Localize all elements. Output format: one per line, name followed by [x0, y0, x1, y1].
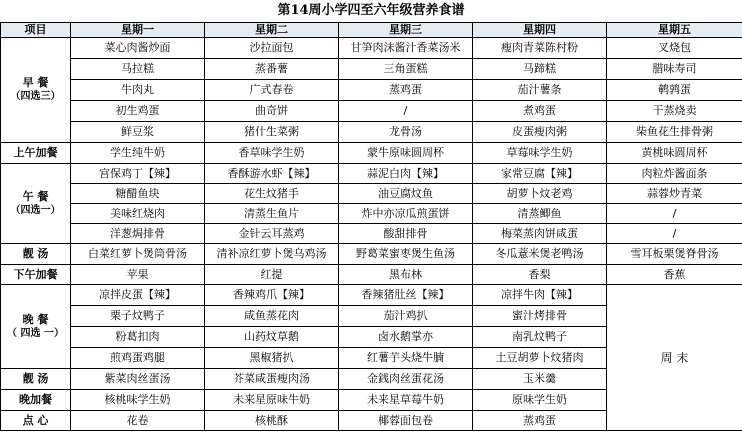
menu-cell: 香草味学生奶 — [205, 143, 339, 164]
menu-cell: 香酥游水虾【辣】 — [205, 164, 339, 184]
breakfast-label-text: 早 餐 — [22, 76, 49, 89]
menu-cell: 皮蛋瘦肉粥 — [473, 122, 607, 143]
menu-cell: 梅菜蒸肉饼咸蛋 — [473, 224, 607, 244]
afternoon-snack-row — [1, 265, 742, 285]
header-tuesday: 星期二 — [205, 23, 339, 38]
dinner-soup-label: 靓 汤 — [1, 369, 71, 390]
menu-cell: 金针云耳蒸鸡 — [205, 224, 339, 244]
menu-cell: 香蕉 — [607, 265, 742, 285]
menu-cell: 清补凉红萝卜煲乌鸡汤 — [205, 244, 339, 265]
menu-cell: 椰蓉面包卷 — [339, 411, 473, 431]
dinner-sub: （ 四选 一） — [7, 327, 64, 339]
menu-cell: 沙拉面包 — [205, 38, 339, 59]
menu-cell: 黑椒猪扒 — [205, 348, 339, 369]
header-item: 项目 — [1, 23, 71, 38]
breakfast-sub: （四选三） — [10, 91, 61, 102]
menu-cell: 肉粒炸酱面条 — [607, 164, 742, 184]
header-monday: 星期一 — [71, 23, 205, 38]
page-title: 第14周小学四至六年级营养食谱 — [277, 3, 465, 18]
menu-cell: 曲奇饼 — [205, 101, 339, 122]
menu-cell: 白菜红萝卜煲筒骨汤 — [71, 244, 205, 265]
menu-cell: 凉拌牛肉【辣】 — [473, 285, 607, 306]
menu-cell: 干蒸烧卖 — [607, 101, 742, 122]
menu-cell: 栗子炆鸭子 — [71, 306, 205, 327]
menu-cell: 草莓味学生奶 — [473, 143, 607, 164]
menu-cell: 蒜泥白肉【辣】 — [339, 164, 473, 184]
menu-cell: 胡萝卜炆老鸡 — [473, 184, 607, 204]
menu-cell: 金銭肉丝蛋花汤 — [339, 369, 473, 390]
header-thursday: 星期四 — [473, 23, 607, 38]
menu-cell: 龙骨汤 — [339, 122, 473, 143]
menu-cell: 野葛菜蜜枣煲生鱼汤 — [339, 244, 473, 265]
menu-cell: 蒙牛原味圆周杯 — [339, 143, 473, 164]
breakfast-row — [1, 38, 742, 59]
lunch-soup-row — [1, 244, 742, 265]
menu-cell: 花生炆猪手 — [205, 184, 339, 204]
menu-cell: 宫保鸡丁【辣】 — [71, 164, 205, 184]
lunch-row — [1, 184, 742, 204]
menu-cell: 雪耳板栗煲脊骨汤 — [607, 244, 742, 265]
menu-cell: 酸甜排骨 — [339, 224, 473, 244]
menu-cell: 核桃味学生奶 — [71, 390, 205, 411]
menu-cell: 学生纯牛奶 — [71, 143, 205, 164]
menu-cell: 凉拌皮蛋【辣】 — [71, 285, 205, 306]
menu-cell: 苹果 — [71, 265, 205, 285]
menu-table — [0, 22, 742, 431]
menu-cell: 冬瓜薏米煲老鸭汤 — [473, 244, 607, 265]
menu-cell: 糖醋鱼块 — [71, 184, 205, 204]
menu-cell: 鹌鹑蛋 — [607, 80, 742, 101]
menu-cell: 花卷 — [71, 411, 205, 431]
breakfast-row — [1, 59, 742, 80]
menu-cell: 马蹄糕 — [473, 59, 607, 80]
evening-snack-label: 晚加餐 — [1, 390, 71, 411]
lunch-label — [1, 164, 71, 244]
menu-cell: 鲜豆浆 — [71, 122, 205, 143]
menu-cell: / — [339, 101, 473, 122]
lunch-row — [1, 204, 742, 224]
header-friday: 星期五 — [607, 23, 742, 38]
lunch-soup-label: 靓 汤 — [1, 244, 71, 265]
menu-cell: 菜心肉酱炒面 — [71, 38, 205, 59]
dinner-label-text: 晚 餐 — [22, 312, 49, 326]
breakfast-row — [1, 101, 742, 122]
menu-cell: 核桃酥 — [205, 411, 339, 431]
friday-weekend: 周 末 — [607, 285, 742, 431]
menu-cell: 炸中亦凉瓜煎蛋饼 — [339, 204, 473, 224]
menu-cell: 广式春卷 — [205, 80, 339, 101]
morning-snack-row — [1, 143, 742, 164]
menu-cell: 香辣猪肚丝【辣】 — [339, 285, 473, 306]
menu-cell: 蒜蓉炒青菜 — [607, 184, 742, 204]
menu-cell: 山药炆草鹅 — [205, 327, 339, 348]
header-row — [1, 23, 742, 38]
menu-cell: 甘笋肉沫酱汁香菜汤米 — [339, 38, 473, 59]
dinner-row — [1, 285, 742, 306]
lunch-row — [1, 164, 742, 184]
menu-cell: 卤水鹅掌亦 — [339, 327, 473, 348]
afternoon-snack-label: 下午加餐 — [1, 265, 71, 285]
menu-cell: 未来星草莓牛奶 — [339, 390, 473, 411]
menu-cell: 香梨 — [473, 265, 607, 285]
menu-cell: 南乳炆鸭子 — [473, 327, 607, 348]
menu-cell: / — [607, 224, 742, 244]
menu-cell: 蒸番薯 — [205, 59, 339, 80]
menu-cell: 粉葛扣肉 — [71, 327, 205, 348]
menu-cell: 玉米羹 — [473, 369, 607, 390]
menu-cell: 油豆腐炆鱼 — [339, 184, 473, 204]
menu-cell: 咸鱼蒸花肉 — [205, 306, 339, 327]
menu-cell: 蜜汁烤排骨 — [473, 306, 607, 327]
morning-snack-label: 上午加餐 — [1, 143, 71, 164]
dinner-label — [1, 285, 71, 369]
header-wednesday: 星期三 — [339, 23, 473, 38]
menu-cell: 叉烧包 — [607, 38, 742, 59]
menu-cell: 清蒸鲫鱼 — [473, 204, 607, 224]
menu-cell: 初生鸡蛋 — [71, 101, 205, 122]
dessert-label: 点 心 — [1, 411, 71, 431]
breakfast-row — [1, 80, 742, 101]
menu-cell: 煎鸡蛋鸡腿 — [71, 348, 205, 369]
menu-cell: 柴鱼花生排骨粥 — [607, 122, 742, 143]
menu-cell: 茄汁薯条 — [473, 80, 607, 101]
menu-cell: 洋葱焗排骨 — [71, 224, 205, 244]
menu-cell: 香辣鸡爪【辣】 — [205, 285, 339, 306]
menu-cell: / — [607, 204, 742, 224]
menu-cell: 马拉糕 — [71, 59, 205, 80]
menu-cell: 三角蛋糕 — [339, 59, 473, 80]
menu-cell: 蒸鸡蛋 — [473, 411, 607, 431]
menu-cell: 煮鸡蛋 — [473, 101, 607, 122]
menu-cell: 蒸鸡蛋 — [339, 80, 473, 101]
breakfast-row — [1, 122, 742, 143]
menu-cell: 红提 — [205, 265, 339, 285]
menu-cell: 原味学生奶 — [473, 390, 607, 411]
menu-cell: 黑布林 — [339, 265, 473, 285]
menu-cell: 黄桃味圆周杯 — [607, 143, 742, 164]
menu-cell: 家常豆腐【辣】 — [473, 164, 607, 184]
menu-cell: 美味红烧肉 — [71, 204, 205, 224]
menu-cell: 紫菜肉丝蛋汤 — [71, 369, 205, 390]
lunch-label-text: 午 餐 — [22, 189, 49, 203]
lunch-row — [1, 224, 742, 244]
menu-cell: 芥菜咸蛋瘦肉汤 — [205, 369, 339, 390]
menu-cell: 猪什生菜粥 — [205, 122, 339, 143]
menu-cell: 瘦肉青菜陈村粉 — [473, 38, 607, 59]
menu-cell: 清蒸生鱼片 — [205, 204, 339, 224]
menu-cell: 腊味寿司 — [607, 59, 742, 80]
menu-cell: 未来星原味牛奶 — [205, 390, 339, 411]
lunch-sub: （四选一） — [10, 204, 61, 216]
menu-cell: 土豆胡萝卜炆猪肉 — [473, 348, 607, 369]
menu-cell: 红薯芋头烧牛腩 — [339, 348, 473, 369]
breakfast-label — [1, 38, 71, 143]
menu-cell: 茄汁鸡扒 — [339, 306, 473, 327]
menu-cell: 牛肉丸 — [71, 80, 205, 101]
